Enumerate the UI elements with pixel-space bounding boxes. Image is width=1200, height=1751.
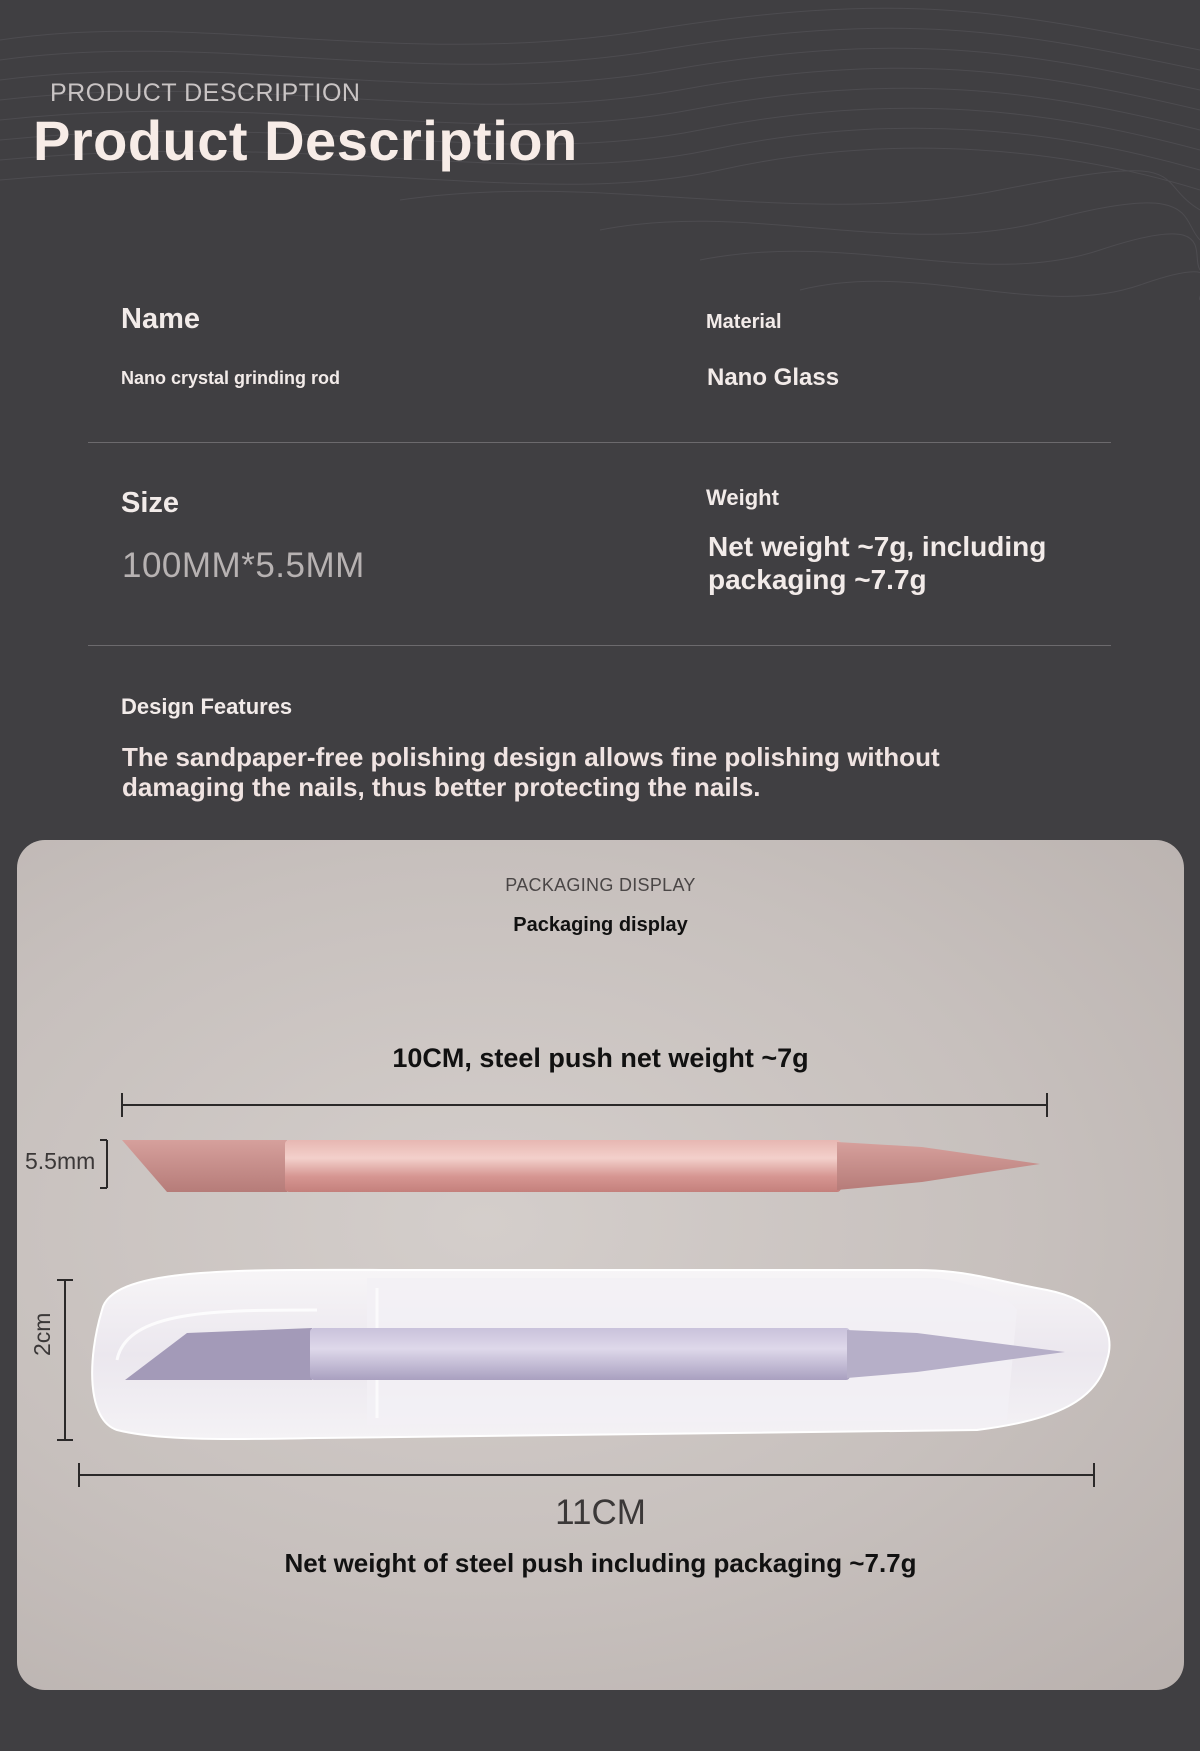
pack-length-label: 11CM — [555, 1493, 646, 1532]
diameter-label: 5.5mm — [25, 1148, 96, 1174]
packaging-title: Packaging display — [513, 914, 688, 936]
divider — [88, 442, 1111, 443]
design-features-text: The sandpaper-free polishing design allows fine polishing without damaging the nails, thus better protecting the nails. — [122, 742, 940, 802]
packaging-caption: Net weight of steel push including packaging ~7.7g — [284, 1548, 917, 1578]
diameter-bracket — [100, 1140, 107, 1188]
material-value: Nano Glass — [707, 364, 840, 391]
height-dimension-line — [57, 1280, 73, 1440]
pink-grinding-rod — [122, 1140, 1040, 1192]
length-dimension-line — [122, 1093, 1047, 1117]
name-label: Name — [121, 303, 200, 335]
material-label: Material — [706, 311, 782, 333]
design-features-label: Design Features — [121, 694, 293, 719]
pack-length-dimension-line — [79, 1463, 1094, 1487]
weight-value: Net weight ~7g, including packaging ~7.7g — [708, 531, 1047, 595]
divider — [88, 645, 1111, 646]
pack-height-label: 2cm — [29, 1312, 55, 1356]
weight-label: Weight — [706, 485, 779, 510]
packaging-display-card — [17, 840, 1184, 1690]
packaging-eyebrow: PACKAGING DISPLAY — [505, 875, 696, 895]
name-value: Nano crystal grinding rod — [121, 368, 341, 388]
size-value: 100MM*5.5MM — [122, 546, 365, 585]
page-title: Product Description — [33, 109, 578, 172]
header-eyebrow: PRODUCT DESCRIPTION — [50, 79, 361, 107]
rod-caption: 10CM, steel push net weight ~7g — [392, 1043, 809, 1073]
size-label: Size — [121, 487, 180, 519]
